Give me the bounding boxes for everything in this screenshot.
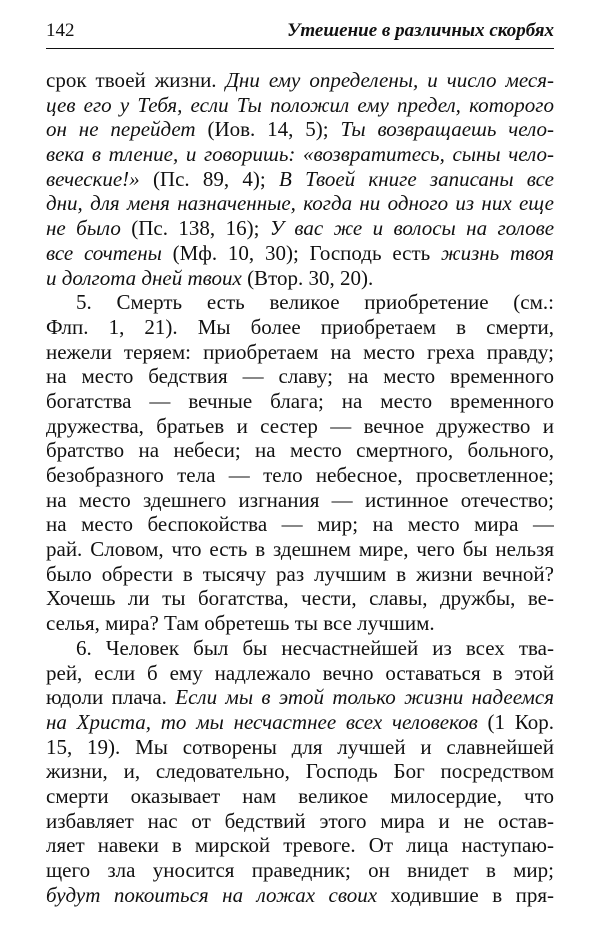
text-segment: богатства — вечные блага; на место временного [46, 388, 554, 413]
page-number: 142 [46, 20, 75, 41]
text-segment: рей, если б ему надлежало вечно оставаться в этой [46, 660, 554, 685]
text-line [46, 167, 554, 192]
text-segment: на место здешнего изгнания — истинное отечество; [46, 487, 554, 512]
text-line [46, 241, 554, 266]
text-line [46, 315, 554, 340]
text-line [46, 266, 554, 291]
text-segment: (1 Кор. [477, 709, 554, 734]
text-line [46, 586, 554, 611]
italic-text-segment: В Твоей книге записаны все [279, 166, 554, 191]
text-line [46, 661, 554, 686]
text-segment: избавляет нас от бедствий этого мира и не остав- [46, 808, 554, 833]
text-segment: ляет навеки в мирской тревоге. От лица наступаю- [46, 833, 554, 858]
italic-text-segment: У вас же и волосы на голове [269, 216, 554, 241]
text-segment: нежели теряем: приобретаем на место греха правду; [46, 339, 554, 364]
text-segment: Хочешь ли ты богатства, чести, славы, дружбы, ве- [46, 586, 554, 611]
text-segment: (Иов. 14, 5); [195, 117, 341, 142]
text-line [46, 117, 554, 142]
text-line [46, 562, 554, 587]
text-line [46, 710, 554, 735]
text-line [46, 537, 554, 562]
text-line [46, 512, 554, 537]
text-line [46, 463, 554, 488]
text-line [46, 191, 554, 216]
text-line [46, 735, 554, 760]
italic-text-segment: все сочтены [46, 240, 162, 265]
text-line [46, 142, 554, 167]
italic-text-segment: Дни ему определены, и число меся- [225, 68, 554, 92]
text-line [46, 216, 554, 241]
body-text [46, 68, 554, 907]
running-title: Утешение в различных скорбях [287, 20, 554, 41]
text-segment: жизни, и, следовательно, Господь Бог посредством [46, 759, 554, 784]
text-line [46, 389, 554, 414]
italic-text-segment: жизнь твоя [441, 240, 554, 265]
text-segment: (Пс. 89, 4); [139, 166, 280, 191]
text-segment: братство на небеси; на место смертного, больного, [46, 438, 554, 463]
italic-text-segment: века в тление, и говоришь: «возвратитесь, сыны чело- [46, 142, 554, 167]
italic-text-segment: дни, для меня назначенные, когда ни одного из них еще [46, 191, 554, 216]
text-segment: 5. Смерть есть великое приобретение (см.: [76, 290, 554, 315]
text-segment: Флп. 1, 21). Мы более приобретаем в смерти, [46, 314, 554, 339]
text-line [46, 414, 554, 439]
italic-text-segment: не было [46, 216, 121, 241]
text-line [46, 685, 554, 710]
text-line [46, 364, 554, 389]
text-segment: селья, мира? Там обретешь ты все лучшим. [46, 611, 435, 636]
italic-text-segment: цев его у Тебя, если Ты положил ему предел, которого [46, 92, 554, 117]
italic-text-segment: будут покоиться на ложах своих [46, 882, 378, 907]
text-line [46, 68, 554, 93]
text-line [46, 340, 554, 365]
text-line [46, 611, 554, 636]
italic-text-segment: на Христа, то мы несчастнее всех человеков [46, 709, 478, 734]
italic-text-segment: и долгота дней твоих [46, 265, 242, 290]
italic-text-segment: Ты возвращаешь чело- [340, 117, 554, 142]
italic-text-segment: веческие!» [46, 166, 140, 191]
text-segment: смерти оказывает нам великое милосердие, что [46, 783, 554, 808]
page-header [46, 20, 554, 49]
text-segment: безобразного тела — тело небесное, просветленное; [46, 463, 554, 487]
text-segment: дружества, братьев и сестер — вечное дружество и [46, 413, 554, 438]
text-line [46, 858, 554, 883]
text-segment: на место бедствия — славу; на место временного [46, 364, 554, 389]
text-segment: (Втор. 30, 20). [241, 265, 374, 290]
italic-text-segment: он не перейдет [46, 117, 196, 142]
text-line [46, 290, 554, 315]
text-line [46, 488, 554, 513]
text-segment: (Пс. 138, 16); [120, 216, 270, 241]
text-line [46, 759, 554, 784]
text-segment: срок твоей жизни. [46, 68, 226, 92]
text-segment: щего зла уносится праведник; он внидет в мир; [46, 858, 554, 882]
text-line [46, 438, 554, 463]
text-segment: ходившие в пря- [377, 882, 554, 907]
text-line [46, 636, 554, 661]
text-segment: (Мф. 10, 30); Господь есть [161, 240, 442, 265]
text-segment: 6. Человек был бы несчастнейшей из всех тва- [76, 635, 554, 660]
text-line [46, 784, 554, 809]
text-segment: было обрести в тысячу раз лучшим в жизни вечной? [46, 561, 554, 586]
text-segment: на место беспокойства — мир; на место мира — [46, 512, 554, 537]
text-segment: 15, 19). Мы сотворены для лучшей и славнейшей [46, 734, 554, 759]
text-line [46, 93, 554, 118]
text-line [46, 833, 554, 858]
text-line [46, 809, 554, 834]
text-segment: юдоли плача. [46, 685, 176, 710]
italic-text-segment: Если мы в этой только жизни надеемся [175, 685, 554, 710]
text-line [46, 883, 554, 908]
text-segment: рай. Словом, что есть в здешнем мире, чего бы нельзя [46, 537, 554, 562]
